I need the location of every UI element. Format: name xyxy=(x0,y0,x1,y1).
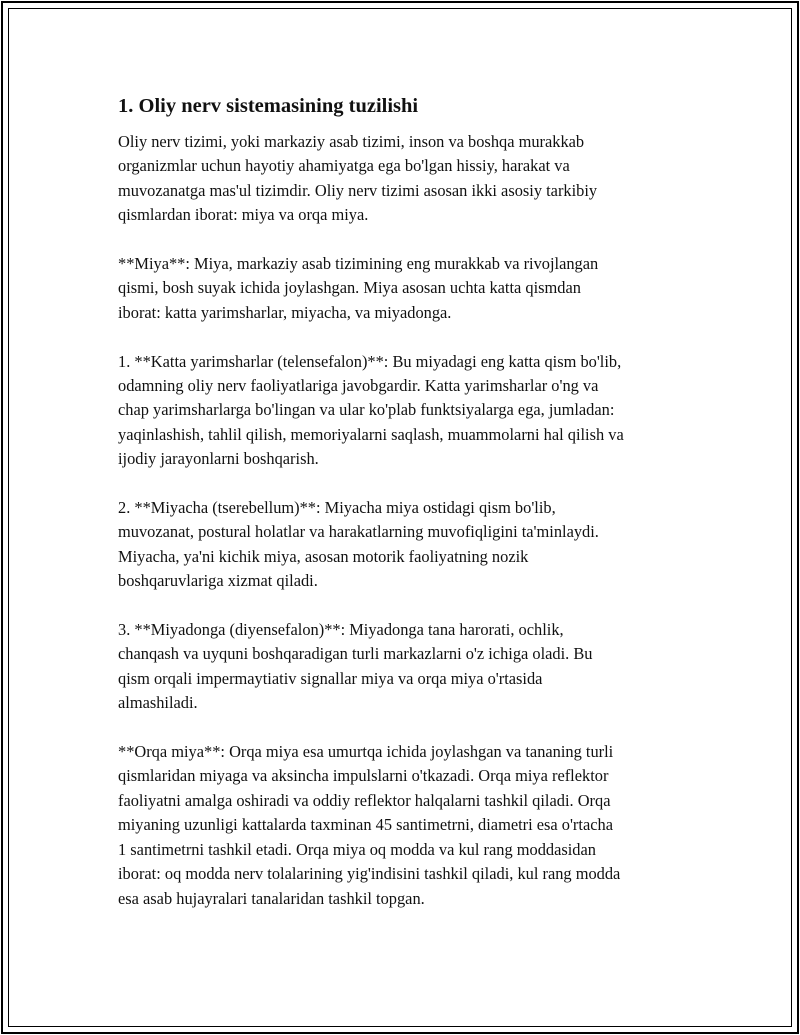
text-line: chanqash va uyquni boshqaradigan turli markazlarni o'z ichiga oladi. Bu xyxy=(118,644,593,664)
text-line: chap yarimsharlarga bo'lingan va ular ko'plab funktsiyalarga ega, jumladan: xyxy=(118,400,615,420)
text-line: qism orqali impermaytiativ signallar miya va orqa miya o'rtasida xyxy=(118,668,543,688)
text-line: odamning oliy nerv faoliyatlariga javobgardir. Katta yarimsharlar o'ng va xyxy=(118,376,599,396)
document-body xyxy=(118,92,698,935)
paragraph-intro xyxy=(118,130,698,228)
text-line: iborat: katta yarimsharlar, miyacha, va miyadonga. xyxy=(118,302,452,322)
paragraph-miyacha xyxy=(118,496,698,594)
text-line: Oliy nerv tizimi, yoki markaziy asab tizimi, inson va boshqa murakkab xyxy=(118,132,585,151)
text-line: esa asab hujayralari tanalaridan tashkil topgan. xyxy=(118,888,425,908)
text-line: iborat: oq modda nerv tolalarining yig'indisini tashkil qiladi, kul rang modda xyxy=(118,864,621,884)
text-line: muvozanat, postural holatlar va harakatlarning muvofiqligini ta'minlaydi. xyxy=(118,522,599,542)
paragraph-orqa-miya xyxy=(118,740,698,911)
text-line: ijodiy jarayonlarni boshqarish. xyxy=(118,449,319,469)
text-line: 1. **Katta yarimsharlar (telensefalon)**: Bu miyadagi eng katta qism bo'lib, xyxy=(118,351,622,371)
text-line: 2. **Miyacha (tserebellum)**: Miyacha miya ostidagi qism bo'lib, xyxy=(118,498,556,518)
text-line: organizmlar uchun hayotiy ahamiyatga ega bo'lgan hissiy, harakat va xyxy=(118,156,570,176)
text-line: qismlaridan miyaga va aksincha impulslarni o'tkazadi. Orqa miya reflektor xyxy=(118,766,609,786)
text-line: almashiladi. xyxy=(118,693,198,713)
text-line: Miyacha, ya'ni kichik miya, asosan motorik faoliyatning nozik xyxy=(118,546,529,566)
text-line: qismi, bosh suyak ichida joylashgan. Miya asosan uchta katta qismdan xyxy=(118,278,581,298)
text-line: boshqaruvlariga xizmat qiladi. xyxy=(118,571,318,591)
section-title: 1. Oliy nerv sistemasining tuzilishi xyxy=(118,95,419,117)
text-line: 3. **Miyadonga (diyensefalon)**: Miyadonga tana harorati, ochlik, xyxy=(118,620,564,640)
paragraph-katta-yarimsharlar xyxy=(118,350,698,472)
text-line: miyaning uzunligi kattalarda taxminan 45 santimetrni, diametri esa o'rtacha xyxy=(118,815,613,835)
text-line: yaqinlashish, tahlil qilish, memoriyalarni saqlash, muammolarni hal qilish va xyxy=(118,424,624,444)
paragraph-miyadonga xyxy=(118,618,698,716)
paragraph-miya xyxy=(118,252,698,325)
text-line: muvozanatga mas'ul tizimdir. Oliy nerv tizimi asosan ikki asosiy tarkibiy xyxy=(118,180,598,200)
text-line: **Orqa miya**: Orqa miya esa umurtqa ichida joylashgan va tananing turli xyxy=(118,742,614,762)
text-line: **Miya**: Miya, markaziy asab tizimining eng murakkab va rivojlangan xyxy=(118,254,599,274)
text-line: 1 santimetrni tashkil etadi. Orqa miya oq modda va kul rang moddasidan xyxy=(118,839,596,859)
text-line: qismlardan iborat: miya va orqa miya. xyxy=(118,205,369,225)
text-line: faoliyatni amalga oshiradi va oddiy reflektor halqalarni tashkil qiladi. Orqa xyxy=(118,790,611,810)
